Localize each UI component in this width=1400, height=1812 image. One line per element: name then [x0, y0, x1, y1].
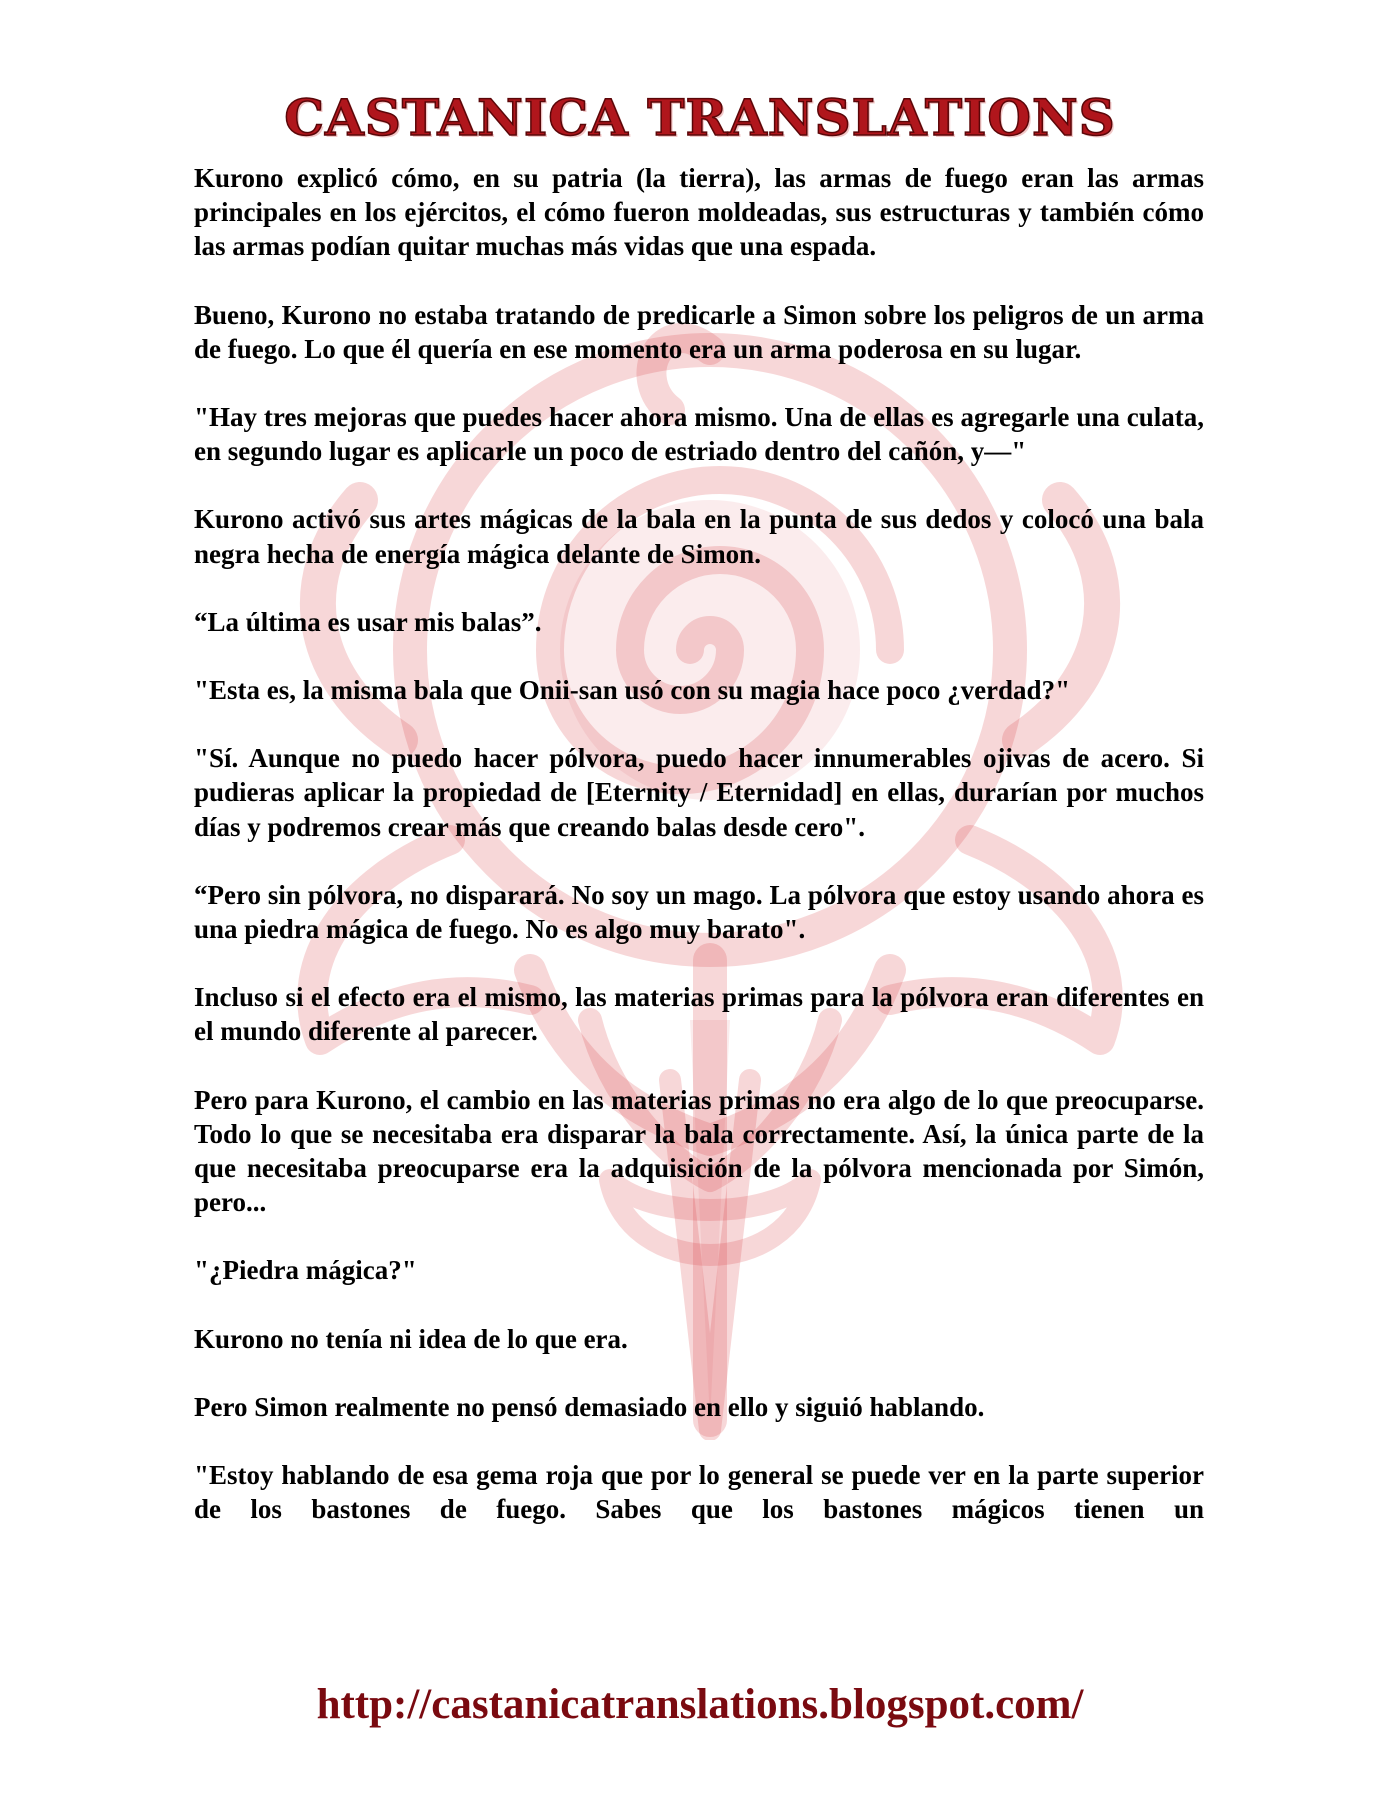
- page-title: CASTANICA TRANSLATIONS: [284, 88, 1116, 147]
- paragraph: Kurono no tenía ni idea de lo que era.: [194, 1323, 628, 1354]
- paragraph: Pero Simon realmente no pensó demasiado en ello y siguió hablando.: [194, 1391, 985, 1422]
- paragraph: "¿Piedra mágica?": [194, 1255, 417, 1286]
- footer-url-link[interactable]: http://castanicatranslations.blogspot.com/: [316, 1681, 1084, 1728]
- paragraph: "Estoy hablando de esa gema roja que por lo general se puede ver en la parte superior de los bastones de fuego. Sabes que los bastones mágicos tienen un: [194, 1460, 1204, 1525]
- paragraph: "Sí. Aunque no puedo hacer pólvora, puedo hacer innumerables ojivas de acero. Si pudieras aplicar la propiedad de [Eternity / Eternidad] en ellas, durarían por muchos días y podremos crear más que creando balas desde cero".: [194, 743, 1204, 842]
- paragraph: “La última es usar mis balas”.: [194, 606, 542, 637]
- paragraph: Incluso si el efecto era el mismo, las materias primas para la pólvora eran diferentes en el mundo diferente al parecer.: [194, 982, 1204, 1047]
- paragraph: Pero para Kurono, el cambio en las materias primas no era algo de lo que preocuparse. Todo lo que se necesitaba era disparar la bala correctamente. Así, la única parte de la que necesitaba preocuparse era la adquisición de la pólvora mencionada por Simón, pero...: [194, 1084, 1204, 1218]
- paragraph: "Hay tres mejoras que puedes hacer ahora mismo. Una de ellas es agregarle una culata, en segundo lugar es aplicarle un poco de estriado dentro del cañón, y—": [194, 402, 1204, 467]
- paragraph: "Esta es, la misma bala que Onii-san usó con su magia hace poco ¿verdad?": [194, 675, 1071, 706]
- body-text: [194, 161, 1204, 1526]
- paragraph: Kurono activó sus artes mágicas de la bala en la punta de sus dedos y colocó una bala negra hecha de energía mágica delante de Simon.: [194, 504, 1204, 569]
- paragraph: “Pero sin pólvora, no disparará. No soy un mago. La pólvora que estoy usando ahora es una piedra mágica de fuego. No es algo muy barato".: [194, 879, 1204, 945]
- paragraph: Bueno, Kurono no estaba tratando de predicarle a Simon sobre los peligros de un arma de fuego. Lo que él quería en ese momento era un arma poderosa en su lugar.: [194, 299, 1204, 364]
- paragraph: Kurono explicó cómo, en su patria (la tierra), las armas de fuego eran las armas principales en los ejércitos, el cómo fueron moldeadas, sus estructuras y también cómo las armas podían quitar muchas más vidas que una espada.: [194, 163, 1204, 262]
